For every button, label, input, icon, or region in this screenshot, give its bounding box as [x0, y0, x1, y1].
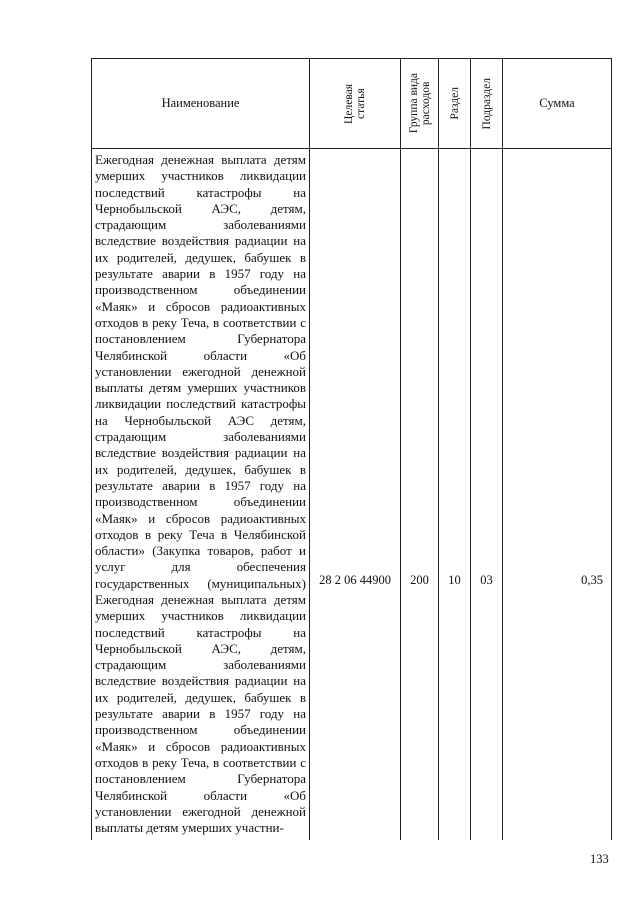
- row-1-section: 10: [448, 573, 461, 587]
- row-1-expense-group: 200: [410, 573, 429, 587]
- page-number: 133: [590, 852, 609, 866]
- section-cell: [439, 149, 471, 841]
- subsection-cell: [471, 149, 503, 841]
- header-target-article: Целевая статья: [310, 59, 401, 149]
- row-1-target-article: 28 2 06 44900: [319, 573, 391, 587]
- row-1-description: Ежегодная денежная выплата детям умерших участников ликвидации последствий катастрофы на Чернобыльской АЭС, детям, страдающим заболеваниями вследствие воздействия радиации на их родителей, дедушек, бабушек в результате аварии в 1957 году на производственном объединении «Маяк» и сбросов радиоактивных отходов в реку Теча, в соответствии с постановлением Губернатора Челябинской области «Об установлении ежегодной денежной выплаты детям умерших участников ликвидации последствий катастрофы на Чернобыльской АЭС детям, страдающим заболеваниями вследствие воздействия радиации на их родителей, дедушек, бабушек в результате аварии в 1957 году на производственном объединении «Маяк» и сбросов радиоактивных отходов в реку Теча в Челябинской области» (Закупка товаров, работ и услуг для обеспечения государственных (муниципальных): [95, 152, 306, 591]
- header-expense-group: Группа вида расходов: [401, 59, 439, 149]
- target-article-cell: [310, 149, 401, 841]
- expense-group-cell: [401, 149, 439, 841]
- row-1-subsection: 03: [480, 573, 493, 587]
- header-section: Раздел: [439, 59, 471, 149]
- header-name: Наименование: [92, 59, 310, 149]
- table-row: [92, 149, 612, 841]
- sum-cell: [503, 149, 612, 841]
- row-description-cell: [92, 149, 310, 841]
- header-sum: Сумма: [503, 59, 612, 149]
- row-2-description: Ежегодная денежная выплата детям умерших участников ликвидации последствий катастрофы на Чернобыльской АЭС, детям, страдающим заболеваниями вследствие воздействия радиации на их родителей, дедушек, бабушек в результате аварии в 1957 году на производственном объединении «Маяк» и сбросов радиоактивных отходов в реку Теча, в соответствии с постановлением Губернатора Челябинской области «Об установлении ежегодной денежной выплаты детям умерших участни-: [95, 592, 306, 835]
- budget-table: [91, 58, 612, 840]
- table-header-row: [92, 59, 612, 149]
- row-1-sum: 0,35: [581, 573, 603, 587]
- header-subsection: Подраздел: [471, 59, 503, 149]
